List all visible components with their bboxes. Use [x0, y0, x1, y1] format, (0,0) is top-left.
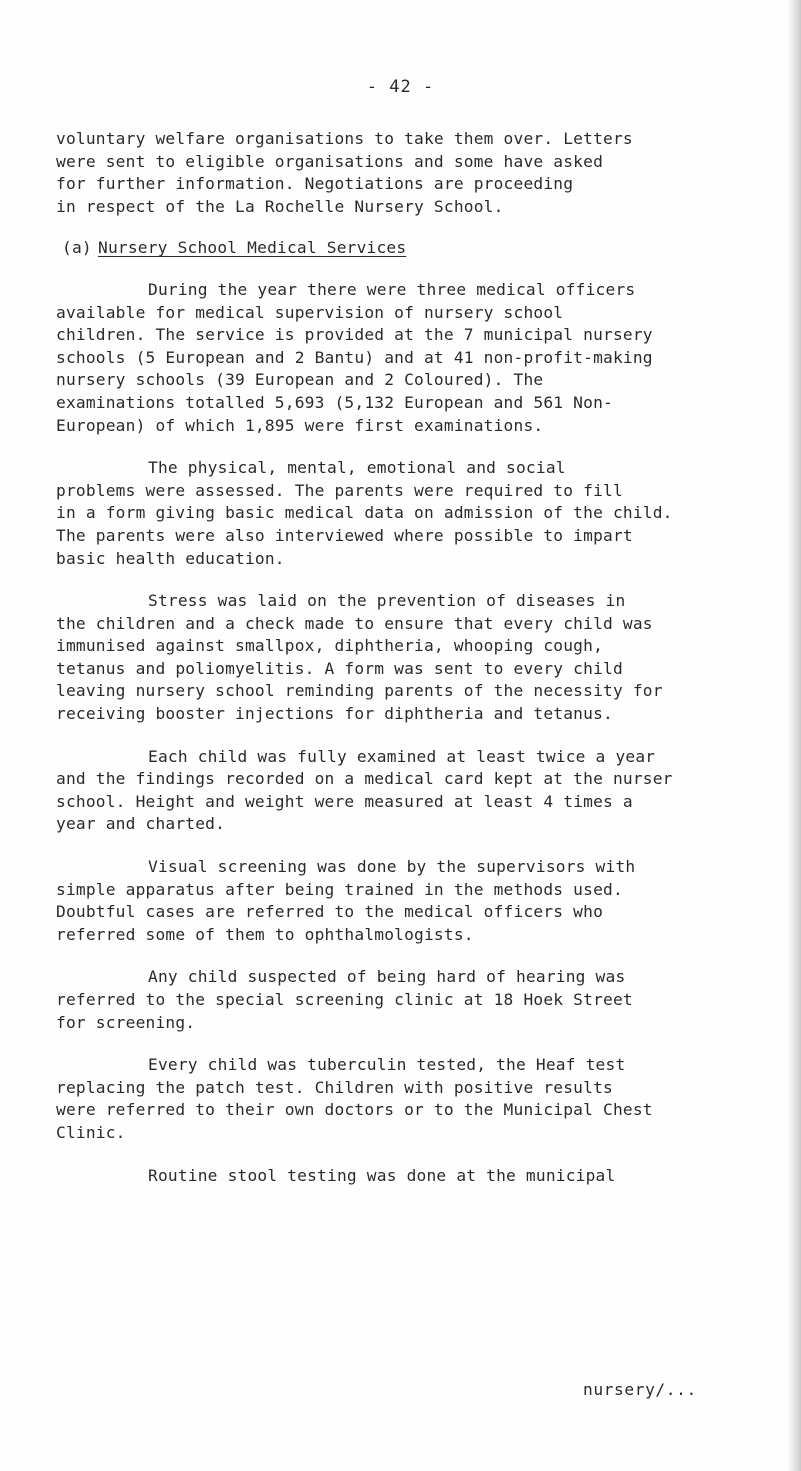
text-line: were referred to their own doctors or to the Municipal Chest	[56, 1100, 653, 1120]
paragraph-examination	[56, 746, 786, 836]
text-line: Clinic.	[56, 1122, 126, 1142]
text-line: Every child was tuberculin tested, the Heaf test	[148, 1055, 626, 1075]
text-line: referred some of them to ophthalmologists.	[56, 924, 474, 944]
text-line: replacing the patch test. Children with positive results	[56, 1077, 613, 1097]
text-line: problems were assessed. The parents were required to fill	[56, 480, 623, 500]
text-line: and the findings recorded on a medical card kept at the nurser	[56, 769, 673, 789]
text-line: nursery schools (39 European and 2 Coloured). The	[56, 370, 544, 390]
text-line: Doubtful cases are referred to the medical officers who	[56, 902, 604, 922]
document-body	[56, 128, 786, 1187]
text-line: the children and a check made to ensure that every child was	[56, 613, 653, 633]
text-line: for further information. Negotiations are proceeding	[56, 174, 574, 194]
text-line: simple apparatus after being trained in the methods used.	[56, 879, 623, 899]
paragraph-stool-testing	[56, 1165, 786, 1188]
text-line: were sent to eligible organisations and some have asked	[56, 151, 604, 171]
text-line: schools (5 European and 2 Bantu) and at 41 non-profit-making	[56, 347, 653, 367]
text-line: During the year there were three medical officers	[148, 279, 636, 299]
text-line: year and charted.	[56, 814, 226, 834]
text-line: referred to the special screening clinic at 18 Hoek Street	[56, 990, 633, 1009]
text-line: voluntary welfare organisations to take them over. Letters	[56, 129, 633, 148]
text-line: tetanus and poliomyelitis. A form was sent to every child	[56, 658, 623, 678]
text-line: available for medical supervision of nursery school	[56, 302, 564, 322]
section-title: Nursery School Medical Services	[98, 238, 407, 258]
text-line: Stress was laid on the prevention of diseases in	[148, 591, 626, 611]
text-line: European) of which 1,895 were first examinations.	[56, 415, 544, 435]
page-edge-shadow	[787, 0, 801, 1471]
text-line: Any child suspected of being hard of hearing was	[148, 967, 626, 987]
paragraph-medical-officers	[56, 279, 786, 437]
paragraph-immunisation	[56, 590, 786, 726]
text-line: children. The service is provided at the 7 municipal nursery	[56, 325, 653, 345]
paragraph-tuberculin	[56, 1054, 786, 1144]
text-line: Visual screening was done by the supervisors with	[148, 857, 636, 877]
text-line: receiving booster injections for diphtheria and tetanus.	[56, 704, 613, 724]
text-line: Each child was fully examined at least twice a year	[148, 746, 656, 766]
paragraph-assessment	[56, 457, 786, 570]
page-number: - 42 -	[366, 77, 435, 97]
continuation-footer: nursery/...	[583, 1380, 697, 1399]
text-line: Routine stool testing was done at the municipal	[148, 1165, 616, 1185]
text-line: in respect of the La Rochelle Nursery School.	[56, 196, 504, 216]
paragraph-hearing	[56, 966, 786, 1034]
section-label: (a)	[62, 238, 92, 258]
text-line: school. Height and weight were measured at least 4 times a	[56, 791, 633, 811]
text-line: leaving nursery school reminding parents of the necessity for	[56, 681, 663, 701]
text-line: basic health education.	[56, 548, 285, 568]
text-line: The parents were also interviewed where possible to impart	[56, 525, 633, 545]
section-heading	[56, 237, 786, 260]
text-line: The physical, mental, emotional and social	[148, 458, 566, 478]
text-line: examinations totalled 5,693 (5,132 European and 561 Non-	[56, 392, 613, 412]
intro-paragraph	[56, 128, 786, 218]
text-line: in a form giving basic medical data on admission of the child.	[56, 503, 673, 523]
text-line: for screening.	[56, 1012, 196, 1032]
text-line: immunised against smallpox, diphtheria, whooping cough,	[56, 636, 604, 656]
paragraph-visual-screening	[56, 856, 786, 946]
